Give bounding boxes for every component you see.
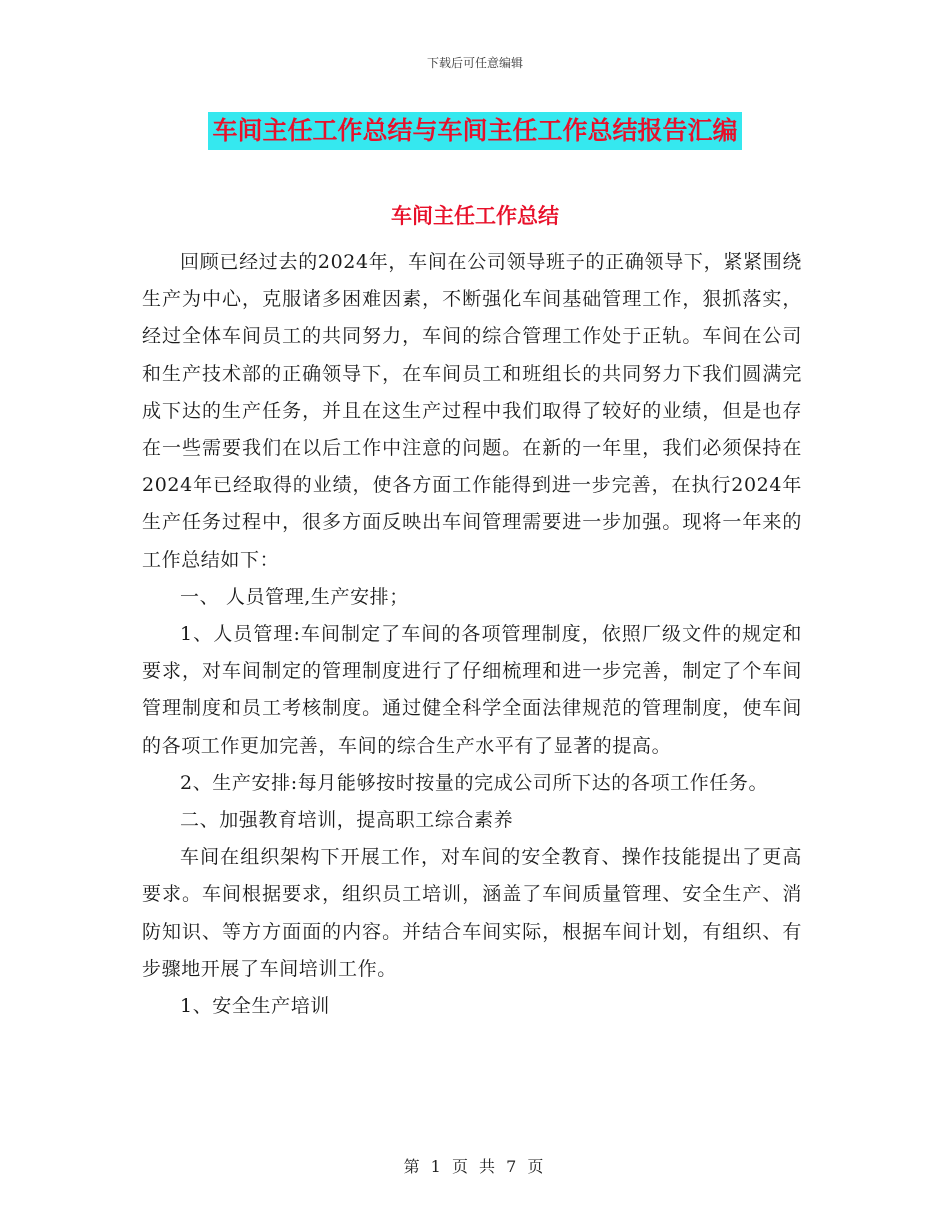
section-title: 车间主任工作总结 [391, 204, 559, 228]
paragraph-production: 2、生产安排:每月能够按时按量的完成公司所下达的各项工作任务。 [180, 771, 769, 794]
page-footer: 第 1 页 共 7 页 [403, 1157, 547, 1176]
document-body [142, 244, 802, 1025]
paragraph-intro: 回顾已经过去的2024年，车间在公司领导班子的正确领导下，紧紧围绕生产为中心，克服诸多困难因素，不断强化车间基础管理工作，狠抓落实，经过全体车间员工的共同努力，车间的综合管理工作处于正轨。车间在公司和生产技术部的正确领导下，在车间员工和班组长的共同努力下我们圆满完成下达的生产任务，并且在这生产过程中我们取得了较好的业绩，但是也存在一些需要我们在以后工作中注意的问题。在新的一年里，我们必须保持在2024年已经取得的业绩，使各方面工作能得到进一步完善，在执行2024年生产任务过程中，很多方面反映出车间管理需要进一步加强。现将一年来的工作总结如下： [142, 251, 802, 571]
paragraph-personnel: 1、人员管理:车间制定了车间的各项管理制度，依照厂级文件的规定和要求，对车间制定的管理制度进行了仔细梳理和进一步完善，制定了个车间管理制度和员工考核制度。通过健全科学全面法律规范的管理制度，使车间的各项工作更加完善，车间的综合生产水平有了显著的提高。 [142, 623, 802, 757]
heading-personnel-management: 一、 人员管理,生产安排； [180, 585, 409, 608]
heading-safety-training: 1、安全生产培训 [180, 995, 330, 1018]
header-note: 下载后可任意编辑 [426, 56, 523, 70]
main-title-container [0, 112, 950, 150]
paragraph-training: 车间在组织架构下开展工作，对车间的安全教育、操作技能提出了更高要求。车间根据要求，组织员工培训，涵盖了车间质量管理、安全生产、消防知识、等方方面面的内容。并结合车间实际，根据车间计划，有组织、有步骤地开展了车间培训工作。 [142, 846, 802, 980]
heading-training: 二、加强教育培训，提高职工综合素养 [180, 809, 514, 832]
main-title: 车间主任工作总结与车间主任工作总结报告汇编 [208, 112, 741, 150]
